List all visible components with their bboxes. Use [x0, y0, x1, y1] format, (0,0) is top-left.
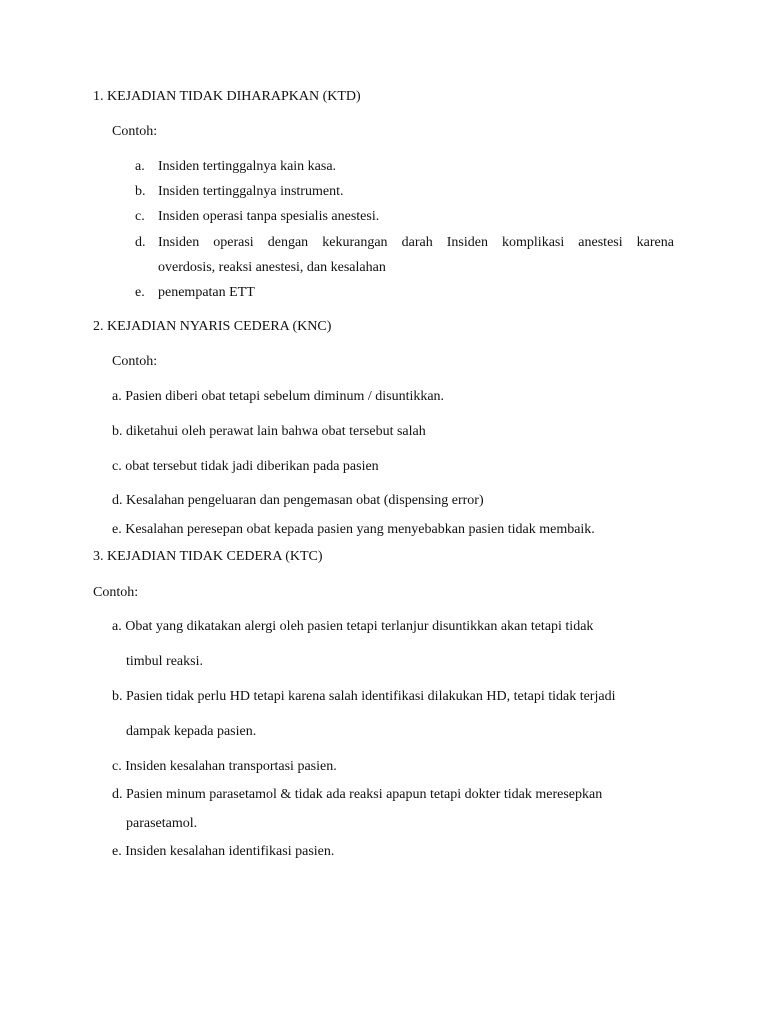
list-marker: c.: [135, 209, 145, 224]
list-item-continuation: overdosis, reaksi anestesi, dan kesalahan: [158, 260, 386, 275]
list-item: c. Insiden kesalahan transportasi pasien.: [112, 759, 337, 774]
list-item-continuation: dampak kepada pasien.: [126, 724, 257, 739]
list-item: b. Pasien tidak perlu HD tetapi karena salah identifikasi dilakukan HD, tetapi tidak terjadi: [112, 689, 616, 704]
list-item: d. Kesalahan pengeluaran dan pengemasan obat (dispensing error): [112, 493, 484, 508]
list-item: b. diketahui oleh perawat lain bahwa obat tersebut salah: [112, 424, 426, 439]
list-item: Insiden operasi dengan kekurangan darah Insiden komplikasi anestesi karena: [158, 235, 674, 250]
list-marker: e.: [135, 285, 145, 300]
section-3-heading: 3. KEJADIAN TIDAK CEDERA (KTC): [93, 549, 323, 564]
list-marker: b.: [135, 184, 146, 199]
list-item-continuation: parasetamol.: [126, 816, 198, 831]
section-1-heading: 1. KEJADIAN TIDAK DIHARAPKAN (KTD): [93, 89, 361, 104]
list-marker: a.: [135, 159, 145, 174]
list-item: penempatan ETT: [158, 285, 255, 300]
list-item: Insiden tertinggalnya kain kasa.: [158, 159, 337, 174]
list-item: a. Obat yang dikatakan alergi oleh pasien tetapi terlanjur disuntikkan akan tetapi tidak: [112, 619, 594, 634]
list-item-continuation: timbul reaksi.: [126, 654, 203, 669]
list-item: e. Kesalahan peresepan obat kepada pasien yang menyebabkan pasien tidak membaik.: [112, 522, 595, 537]
list-marker: d.: [135, 235, 146, 250]
section-1-contoh-label: Contoh:: [112, 124, 158, 139]
section-2-contoh-label: Contoh:: [112, 354, 158, 369]
list-item: d. Pasien minum parasetamol & tidak ada reaksi apapun tetapi dokter tidak meresepkan: [112, 787, 603, 802]
section-2-heading: 2. KEJADIAN NYARIS CEDERA (KNC): [93, 319, 332, 334]
list-item: e. Insiden kesalahan identifikasi pasien.: [112, 844, 335, 859]
list-item: Insiden operasi tanpa spesialis anestesi.: [158, 209, 380, 224]
list-item: a. Pasien diberi obat tetapi sebelum diminum / disuntikkan.: [112, 389, 445, 404]
list-item: c. obat tersebut tidak jadi diberikan pada pasien: [112, 459, 379, 474]
list-item: Insiden tertinggalnya instrument.: [158, 184, 344, 199]
section-3-contoh-label: Contoh:: [93, 585, 139, 600]
